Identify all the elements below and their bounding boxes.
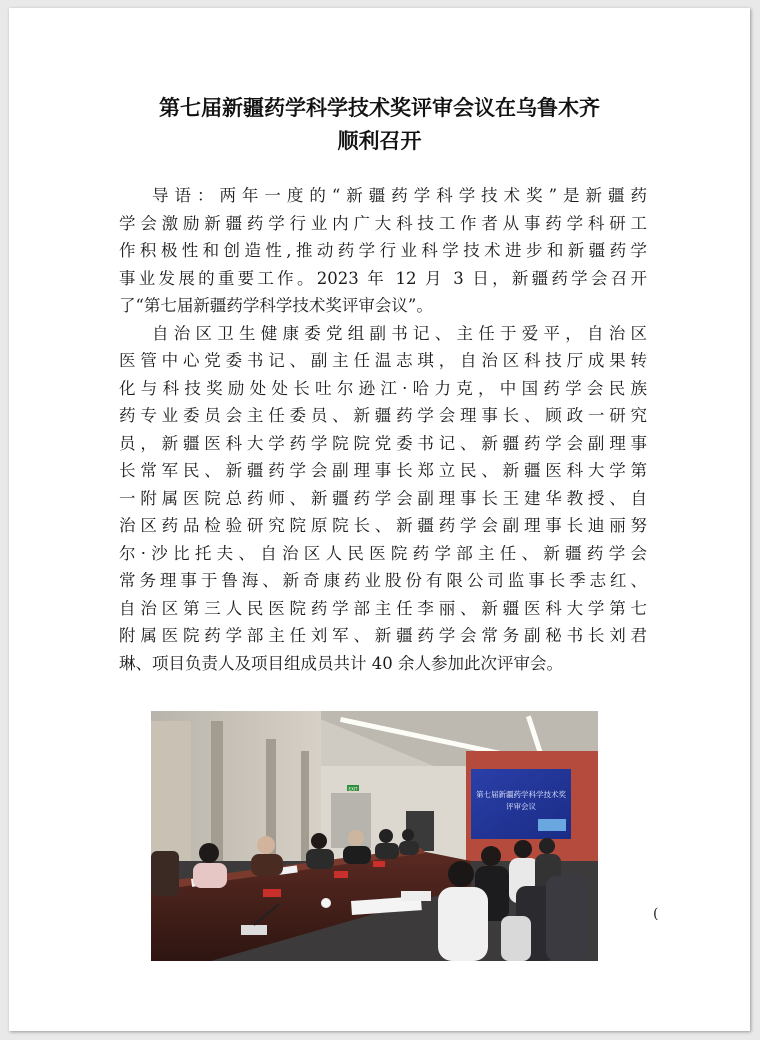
attendees-paragraph-line: 化与科技奖励处处长吐尔逊江·哈力克，中国药学会民族 bbox=[119, 378, 647, 398]
intro-paragraph-line: 了“第七届新疆药学科学技术奖评审会议”。 bbox=[119, 296, 433, 315]
article-title-line-2: 顺利召开 bbox=[337, 128, 422, 153]
intro-paragraph-line: 事业发展的重要工作。2023 年 12 月 3 日，新疆药学会召开 bbox=[119, 268, 647, 288]
attendees-paragraph-line: 药专业委员会主任委员、新疆药学会理事长、顾政一研究 bbox=[119, 406, 647, 425]
exit-sign-text: EXIT bbox=[348, 786, 358, 792]
attendees-paragraph-line: 治区药品检验研究院原院长、新疆药学会副理事长迪丽努 bbox=[119, 516, 647, 535]
meeting-photo bbox=[151, 711, 598, 961]
attendees-paragraph-line: 常务理事于鲁海、新奇康药业股份有限公司监事长季志红、 bbox=[119, 571, 647, 590]
intro-paragraph-line: 学会激励新疆药学行业内广大科技工作者从事药学科研工 bbox=[119, 213, 647, 233]
document-page bbox=[9, 8, 750, 1031]
attendees-paragraph-line: 琳、项目负责人及项目组成员共计 40 余人参加此次评审会。 bbox=[119, 653, 563, 673]
intro-paragraph-line: 导语：两年一度的“新疆药学科学技术奖”是新疆药 bbox=[152, 186, 647, 205]
article-title-line-1: 第七届新疆药学科学技术奖评审会议在乌鲁木齐 bbox=[159, 95, 600, 120]
intro-paragraph-line: 作积极性和创造性,推动药学行业科学技术进步和新疆药学 bbox=[119, 241, 647, 260]
attendees-paragraph-line: 医管中心党委书记、副主任温志琪，自治区科技厅成果转 bbox=[119, 351, 647, 370]
attendees-paragraph-line: 长常军民、新疆药学会副理事长郑立民、新疆医科大学第 bbox=[119, 461, 647, 480]
attendees-paragraph-line: 自治区第三人民医院药学部主任李丽、新疆医科大学第七 bbox=[119, 598, 647, 618]
screen-text-line-2: 评审会议 bbox=[506, 802, 536, 811]
article-body bbox=[119, 182, 647, 677]
attendees-paragraph-line: 员，新疆医科大学药学院院党委书记、新疆药学会副理事 bbox=[119, 433, 647, 453]
attendees-paragraph-line: 一附属医院总药师、新疆药学会副理事长王建华教授、自 bbox=[119, 488, 647, 508]
screen-text-line-1: 第七届新疆药学科学技术奖 bbox=[476, 790, 566, 799]
attendees-paragraph-line: 自治区卫生健康委党组副书记、主任于爱平，自治区 bbox=[152, 323, 647, 343]
attendees-paragraph-line: 附属医院药学部主任刘军、新疆药学会常务副秘书长刘君 bbox=[119, 626, 647, 645]
article-title bbox=[9, 91, 750, 157]
attendees-paragraph-line: 尔·沙比托夫、自治区人民医院药学部主任、新疆药学会 bbox=[119, 543, 647, 563]
stray-mark: ( bbox=[653, 906, 659, 922]
